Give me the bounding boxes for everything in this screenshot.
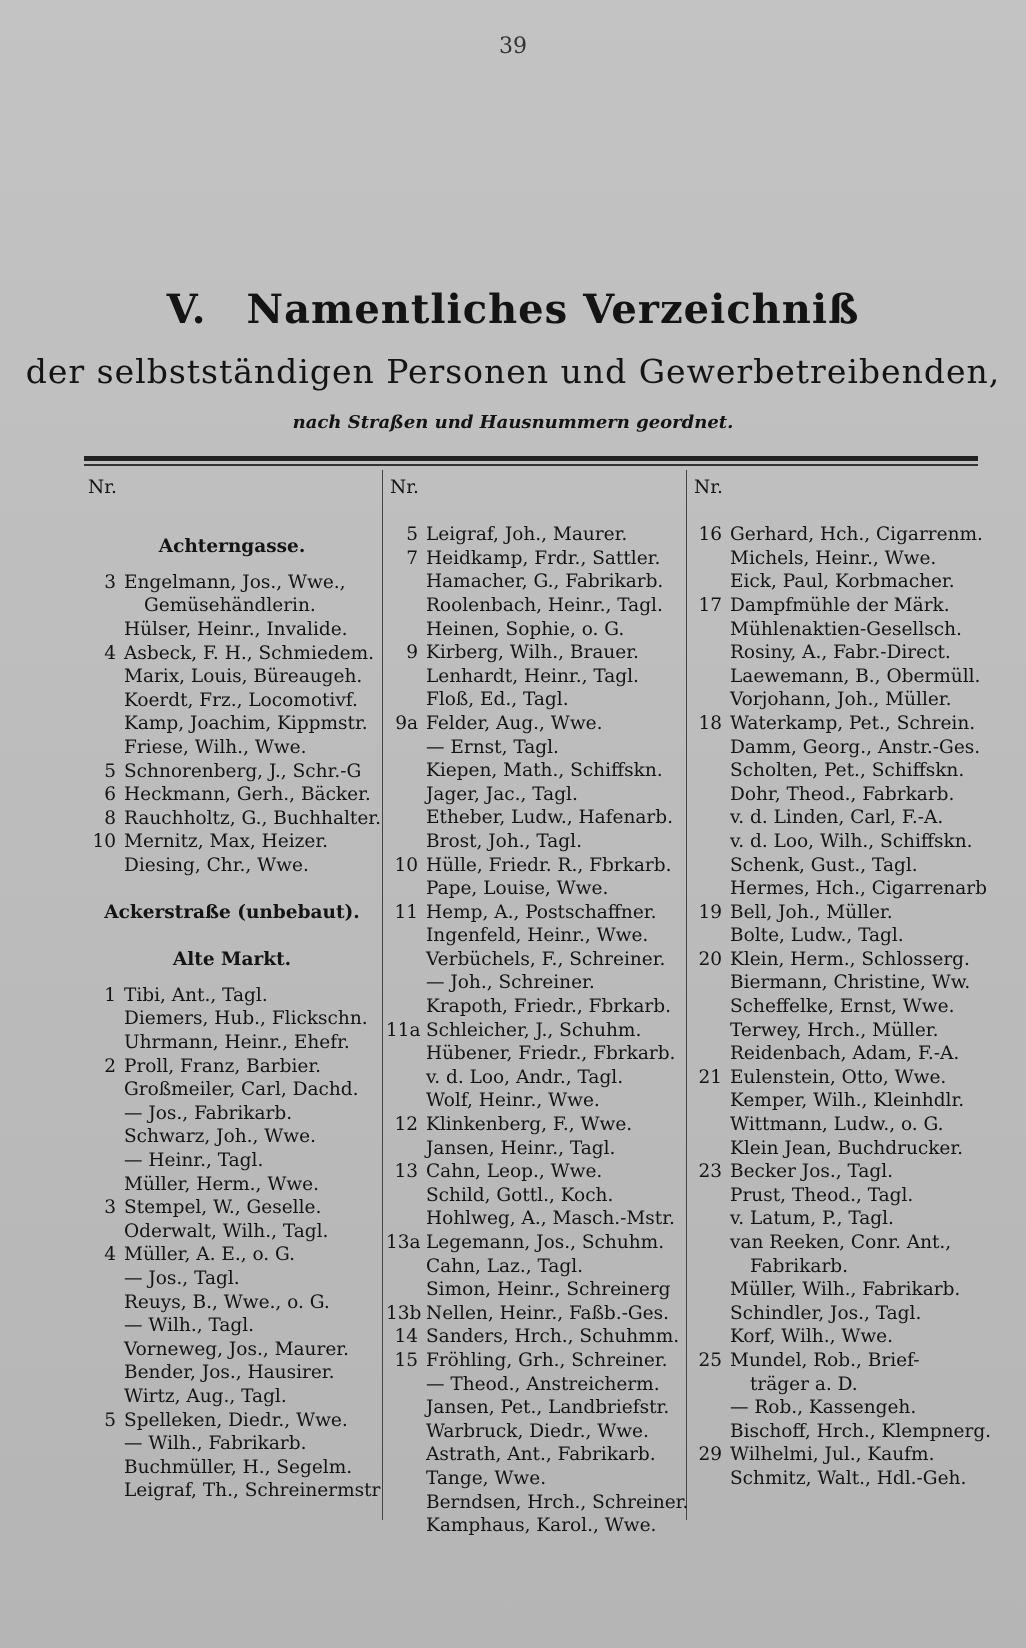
resident-entry: Gemüsehändlerin. (144, 595, 316, 617)
street-heading-achterngasse: Achterngasse. (158, 536, 306, 558)
house-number: 17 (698, 594, 722, 616)
list-item (690, 570, 982, 594)
resident-entry: Korf, Wilh., Wwe. (730, 1326, 894, 1348)
resident-entry: — Heinr., Tagl. (124, 1150, 264, 1172)
house-number: 23 (698, 1161, 722, 1183)
list-item (84, 1196, 380, 1220)
list-item (690, 1302, 982, 1326)
resident-entry: Tibi, Ant., Tagl. (124, 984, 268, 1006)
house-number: 1 (104, 984, 116, 1006)
list-item (386, 736, 684, 760)
list-item (690, 1066, 982, 1090)
resident-entry: Schmitz, Walt., Hdl.-Geh. (730, 1467, 967, 1489)
resident-entry: Müller, Herm., Wwe. (124, 1173, 319, 1195)
resident-entry: Schleicher, J., Schuhm. (426, 1019, 642, 1041)
resident-entry: Buchmüller, H., Segelm. (124, 1456, 353, 1478)
list-item (84, 783, 380, 807)
list-item (386, 547, 684, 571)
resident-entry: Dampfmühle der Märk. (730, 594, 950, 616)
list-item (386, 1255, 684, 1279)
section-title (0, 286, 1026, 333)
col3-entries (690, 523, 992, 1490)
resident-entry: Wittmann, Ludw., o. G. (730, 1114, 944, 1136)
resident-entry: Becker Jos., Tagl. (730, 1161, 894, 1183)
house-number: 12 (394, 1114, 418, 1136)
house-number: 5 (406, 524, 418, 546)
list-item (386, 688, 684, 712)
list-item (690, 1160, 982, 1184)
resident-entry: Schindler, Jos., Tagl. (730, 1302, 922, 1324)
list-item (690, 1396, 982, 1420)
list-item (84, 1479, 380, 1503)
list-item (84, 1173, 380, 1197)
list-item (690, 1019, 982, 1043)
list-item (84, 1055, 380, 1079)
resident-entry: Jansen, Pet., Landbriefstr. (426, 1397, 670, 1419)
list-item (690, 1349, 982, 1373)
resident-entry: Diesing, Chr., Wwe. (124, 854, 309, 876)
column-divider-2 (686, 470, 687, 1520)
col2-entries (386, 523, 689, 1538)
list-item (386, 1467, 684, 1491)
resident-entry: Müller, Wilh., Fabrikarb. (730, 1279, 961, 1301)
list-item (386, 1066, 684, 1090)
list-item (690, 806, 982, 830)
list-item (690, 1373, 982, 1397)
list-item (84, 1385, 380, 1409)
resident-entry: Mühlenaktien-Gesellsch. (730, 618, 962, 640)
list-item (690, 1137, 982, 1161)
list-item (690, 854, 982, 878)
resident-entry: Nellen, Heinr., Faßb.-Ges. (426, 1302, 670, 1324)
list-item (386, 877, 684, 901)
list-item (690, 1231, 982, 1255)
list-item (386, 523, 684, 547)
list-item (690, 948, 982, 972)
house-number: 3 (104, 1197, 116, 1219)
resident-entry: Gerhard, Hch., Cigarrenm. (730, 524, 983, 546)
list-item (690, 995, 982, 1019)
resident-entry: Kirberg, Wilh., Brauer. (426, 642, 639, 664)
resident-entry: Hülser, Heinr., Invalide. (124, 618, 348, 640)
resident-entry: Müller, A. E., o. G. (124, 1244, 296, 1266)
list-item (386, 971, 684, 995)
list-item (690, 1089, 982, 1113)
list-item (84, 1125, 380, 1149)
house-number: 19 (698, 901, 722, 923)
column-divider-1 (382, 470, 383, 1520)
resident-entry: Schwarz, Joh., Wwe. (124, 1126, 316, 1148)
resident-entry: Bischoff, Hrch., Klempnerg. (730, 1420, 992, 1442)
resident-entry: Hemp, A., Postschaffner. (426, 901, 657, 923)
resident-entry: Hülle, Friedr. R., Fbrkarb. (426, 854, 672, 876)
resident-entry: Friese, Wilh., Wwe. (124, 736, 307, 758)
list-item (386, 712, 684, 736)
resident-entry: Proll, Franz, Barbier. (124, 1055, 322, 1077)
list-item (386, 759, 684, 783)
house-number: 13 (394, 1161, 418, 1183)
house-number: 29 (698, 1444, 722, 1466)
resident-entry: träger a. D. (750, 1373, 858, 1395)
list-item (84, 594, 380, 618)
list-item (690, 1325, 982, 1349)
resident-entry: Kiepen, Math., Schiffskn. (426, 760, 663, 782)
list-item (690, 523, 982, 547)
list-item (386, 1231, 684, 1255)
resident-entry: Fabrikarb. (750, 1255, 849, 1277)
list-item (386, 1278, 684, 1302)
resident-entry: Kemper, Wilh., Kleinhdlr. (730, 1090, 965, 1112)
resident-entry: Terwey, Hrch., Müller. (730, 1019, 939, 1041)
list-item (84, 830, 380, 854)
list-item (386, 854, 684, 878)
list-item (84, 1149, 380, 1173)
resident-entry: — Ernst, Tagl. (426, 736, 559, 758)
resident-entry: Eulenstein, Otto, Wwe. (730, 1066, 947, 1088)
list-item (84, 712, 380, 736)
list-item (84, 1432, 380, 1456)
resident-entry: Klein Jean, Buchdrucker. (730, 1137, 964, 1159)
resident-entry: Leigraf, Th., Schreinermstr (124, 1480, 381, 1502)
resident-entry: Rauchholtz, G., Buchhalter. (124, 807, 381, 829)
list-item (386, 1089, 684, 1113)
list-item (386, 1514, 684, 1538)
resident-entry: Floß, Ed., Tagl. (426, 689, 569, 711)
resident-entry: Mernitz, Max, Heizer. (124, 831, 329, 853)
resident-entry: Engelmann, Jos., Wwe., (124, 571, 346, 593)
resident-entry: Krapoth, Friedr., Fbrkarb. (426, 996, 671, 1018)
resident-entry: Waterkamp, Pet., Schrein. (730, 712, 976, 734)
list-item (386, 1491, 689, 1515)
resident-entry: — Theod., Anstreicherm. (426, 1373, 660, 1395)
resident-entry: Heinen, Sophie, o. G. (426, 618, 625, 640)
resident-entry: Heidkamp, Frdr., Sattler. (426, 547, 661, 569)
list-item (386, 1207, 684, 1231)
list-item (386, 665, 684, 689)
resident-entry: Kamp, Joachim, Kippmstr. (124, 713, 368, 735)
house-number: 13b (386, 1302, 422, 1324)
resident-entry: Eick, Paul, Korbmacher. (730, 571, 955, 593)
house-number: 11a (386, 1019, 421, 1041)
house-number: 16 (698, 524, 722, 546)
list-item (386, 948, 684, 972)
column-1 (84, 476, 380, 1503)
list-item (690, 1184, 982, 1208)
list-item (84, 736, 380, 760)
resident-entry: Jager, Jac., Tagl. (426, 783, 578, 805)
list-item (690, 1042, 982, 1066)
list-item (84, 1314, 380, 1338)
resident-entry: Wilhelmi, Jul., Kaufm. (730, 1444, 935, 1466)
resident-entry: Großmeiler, Carl, Dachd. (124, 1079, 359, 1101)
column-header: Nr. (88, 477, 117, 498)
page-number: 39 (499, 34, 527, 59)
resident-entry: Klinkenberg, F., Wwe. (426, 1114, 633, 1136)
section-subtitle: der selbstständigen Personen und Gewerbetreibenden, (25, 352, 1001, 391)
list-item (386, 1113, 684, 1137)
section-subtitle-ordering: nach Straßen und Hausnummern geordnet. (292, 412, 734, 433)
resident-entry: Wirtz, Aug., Tagl. (124, 1385, 287, 1407)
list-item (386, 1325, 684, 1349)
list-item (690, 783, 982, 807)
list-item (690, 1420, 992, 1444)
resident-entry: Scheffelke, Ernst, Wwe. (730, 996, 955, 1018)
resident-entry: — Jos., Tagl. (124, 1268, 240, 1289)
resident-entry: Mundel, Rob., Brief- (730, 1349, 920, 1371)
house-number: 10 (394, 854, 418, 876)
resident-entry: Verbüchels, F., Schreiner. (426, 948, 666, 970)
list-item (84, 807, 380, 831)
list-item (84, 1243, 380, 1267)
house-number: 4 (104, 642, 116, 664)
list-item (386, 806, 684, 830)
list-item (84, 571, 380, 595)
list-item (690, 971, 982, 995)
resident-entry: Biermann, Christine, Ww. (730, 972, 971, 994)
house-number: 10 (92, 831, 116, 853)
house-number: 6 (104, 784, 116, 806)
list-item (386, 995, 684, 1019)
resident-entry: Fröhling, Grh., Schreiner. (426, 1349, 668, 1371)
resident-entry: Sanders, Hrch., Schuhmm. (426, 1326, 680, 1348)
resident-entry: Reuys, B., Wwe., o. G. (124, 1291, 330, 1313)
house-number: 7 (406, 547, 418, 569)
house-number: 5 (104, 760, 116, 782)
list-item (386, 1137, 684, 1161)
list-item (690, 547, 982, 571)
list-item (690, 830, 982, 854)
house-number: 25 (698, 1349, 722, 1371)
list-item (690, 594, 982, 618)
list-item (690, 901, 982, 925)
column-2 (386, 476, 689, 1538)
house-number: 21 (698, 1066, 722, 1088)
list-item (386, 830, 684, 854)
header-rule-thin (84, 464, 978, 466)
resident-entry: Laewemann, B., Obermüll. (730, 665, 981, 687)
resident-entry: Felder, Aug., Wwe. (426, 712, 603, 734)
resident-entry: van Reeken, Conr. Ant., (730, 1232, 952, 1253)
resident-entry: Legemann, Jos., Schuhm. (426, 1232, 665, 1253)
list-item (690, 1255, 982, 1279)
resident-entry: Uhrmann, Heinr., Ehefr. (124, 1032, 350, 1054)
list-item (84, 618, 380, 642)
list-item (386, 1042, 684, 1066)
house-number: 5 (104, 1409, 116, 1431)
house-number: 18 (698, 712, 722, 734)
resident-entry: — Jos., Fabrikarb. (124, 1102, 293, 1124)
resident-entry: Hamacher, G., Fabrikarb. (426, 571, 664, 593)
resident-entry: Leigraf, Joh., Maurer. (426, 524, 628, 546)
list-item (84, 984, 380, 1008)
resident-entry: Hübener, Friedr., Fbrkarb. (426, 1043, 676, 1065)
resident-entry: Asbeck, F. H., Schmiedem. (124, 642, 375, 664)
list-item (84, 1409, 380, 1433)
list-item (386, 783, 684, 807)
list-item (84, 1102, 380, 1126)
list-item (690, 618, 982, 642)
list-item (84, 1007, 380, 1031)
list-item (386, 641, 684, 665)
list-item (690, 641, 982, 665)
resident-entry: Berndsen, Hrch., Schreiner. (426, 1491, 689, 1513)
column-3 (690, 476, 992, 1491)
house-number: 14 (394, 1326, 418, 1348)
house-number: 9a (395, 712, 418, 734)
resident-entry: Vorjohann, Joh., Müller. (730, 689, 952, 711)
street-heading-ackerstrasse: Ackerstraße (unbebaut). (104, 902, 360, 924)
resident-entry: Cahn, Laz., Tagl. (426, 1255, 584, 1277)
resident-entry: — Wilh., Tagl. (124, 1315, 255, 1337)
list-item (690, 1443, 982, 1467)
house-number: 2 (104, 1055, 116, 1077)
resident-entry: Koerdt, Frz., Locomotivf. (124, 689, 358, 711)
resident-entry: Schild, Gottl., Koch. (426, 1184, 614, 1206)
list-item (386, 1396, 684, 1420)
list-item (690, 665, 982, 689)
list-item (386, 1373, 684, 1397)
list-item (84, 1338, 380, 1362)
list-item (690, 1467, 982, 1491)
house-number: 8 (104, 807, 116, 829)
house-number: 4 (104, 1244, 116, 1266)
resident-entry: Warbruck, Diedr., Wwe. (426, 1420, 649, 1442)
list-item (690, 924, 982, 948)
resident-entry: Schnorenberg, J., Schr.-G (124, 760, 362, 782)
resident-entry: Jansen, Heinr., Tagl. (426, 1137, 616, 1159)
resident-entry: — Wilh., Fabrikarb. (124, 1433, 307, 1455)
list-item (690, 759, 982, 783)
house-number: 20 (698, 948, 722, 970)
resident-entry: Brost, Joh., Tagl. (426, 830, 582, 852)
list-item (386, 618, 684, 642)
list-item (84, 665, 380, 689)
resident-entry: Dohr, Theod., Fabrkarb. (730, 783, 955, 805)
col1-entries-alte-markt (84, 984, 380, 1503)
resident-entry: Tange, Wwe. (426, 1467, 547, 1489)
list-item (84, 1078, 380, 1102)
list-item (84, 1456, 380, 1480)
list-item (84, 642, 380, 666)
resident-entry: Vorneweg, Jos., Maurer. (124, 1338, 349, 1360)
list-item (386, 1443, 684, 1467)
col1-entries-achterngasse (84, 571, 380, 878)
house-number: 15 (394, 1349, 418, 1371)
resident-entry: Bell, Joh., Müller. (730, 901, 893, 923)
list-item (386, 924, 684, 948)
list-item (690, 712, 982, 736)
column-header: Nr. (390, 477, 419, 498)
resident-entry: Schenk, Gust., Tagl. (730, 854, 918, 876)
list-item (84, 1220, 380, 1244)
resident-entry: Prust, Theod., Tagl. (730, 1184, 914, 1206)
resident-entry: Oderwalt, Wilh., Tagl. (124, 1220, 329, 1242)
resident-entry: Wolf, Heinr., Wwe. (426, 1090, 600, 1112)
list-item (690, 877, 987, 901)
resident-entry: Stempel, W., Geselle. (124, 1197, 322, 1219)
list-item (386, 1420, 684, 1444)
list-item (84, 1291, 380, 1315)
resident-entry: — Rob., Kassengeh. (730, 1397, 917, 1419)
list-item (690, 1278, 982, 1302)
resident-entry: Kamphaus, Karol., Wwe. (426, 1515, 657, 1537)
resident-entry: Rosiny, A., Fabr.-Direct. (730, 642, 951, 664)
resident-entry: Etheber, Ludw., Hafenarb. (426, 807, 673, 829)
column-header: Nr. (694, 477, 723, 498)
resident-entry: Hohlweg, A., Masch.-Mstr. (426, 1208, 675, 1230)
list-item (84, 689, 380, 713)
list-item (690, 1207, 982, 1231)
resident-entry: Scholten, Pet., Schiffskn. (730, 760, 965, 782)
list-item (386, 1184, 684, 1208)
list-item (84, 854, 380, 878)
resident-entry: Bolte, Ludw., Tagl. (730, 925, 904, 947)
resident-entry: Ingenfeld, Heinr., Wwe. (426, 925, 649, 947)
list-item (386, 594, 684, 618)
list-item (690, 736, 982, 760)
resident-entry: Heckmann, Gerh., Bäcker. (124, 784, 371, 806)
house-number: 13a (386, 1232, 421, 1253)
resident-entry: Hermes, Hch., Cigarrenarb (730, 878, 987, 900)
resident-entry: Cahn, Leop., Wwe. (426, 1161, 603, 1183)
resident-entry: Reidenbach, Adam, F.-A. (730, 1043, 960, 1065)
list-item (386, 1349, 684, 1373)
list-item (84, 1361, 380, 1385)
resident-entry: Astrath, Ant., Fabrikarb. (426, 1444, 656, 1466)
resident-entry: Roolenbach, Heinr., Tagl. (426, 594, 663, 616)
list-item (690, 688, 982, 712)
resident-entry: Michels, Heinr., Wwe. (730, 547, 937, 569)
house-number: 11 (394, 901, 418, 923)
house-number: 9 (406, 642, 418, 664)
resident-entry: v. d. Loo, Wilh., Schiffskn. (730, 830, 973, 852)
resident-entry: Simon, Heinr., Schreinerg (426, 1279, 671, 1301)
list-item (386, 1160, 684, 1184)
resident-entry: v. d. Linden, Carl, F.-A. (730, 807, 944, 829)
list-item (386, 901, 684, 925)
list-item (386, 570, 684, 594)
resident-entry: v. Latum, P., Tagl. (730, 1208, 894, 1230)
resident-entry: v. d. Loo, Andr., Tagl. (426, 1066, 624, 1088)
resident-entry: Bender, Jos., Hausirer. (124, 1362, 335, 1384)
resident-entry: Klein, Herm., Schlosserg. (730, 948, 970, 970)
header-rule-thick (84, 456, 978, 461)
section-numeral: V. (166, 286, 207, 333)
list-item (386, 1019, 684, 1043)
resident-entry: Lenhardt, Heinr., Tagl. (426, 665, 639, 687)
section-title-text: Namentliches Verzeichniß (246, 286, 860, 333)
street-heading-alte-markt: Alte Markt. (172, 949, 292, 971)
resident-entry: Marix, Louis, Büreaugeh. (124, 666, 363, 688)
house-number: 3 (104, 571, 116, 593)
resident-entry: Spelleken, Diedr., Wwe. (124, 1409, 348, 1431)
list-item (84, 1267, 380, 1291)
list-item (84, 760, 380, 784)
list-item (84, 1031, 380, 1055)
resident-entry: Diemers, Hub., Flickschn. (124, 1008, 368, 1030)
resident-entry: Pape, Louise, Wwe. (426, 878, 609, 900)
resident-entry: Damm, Georg., Anstr.-Ges. (730, 736, 981, 758)
list-item (386, 1302, 684, 1326)
list-item (690, 1113, 982, 1137)
resident-entry: — Joh., Schreiner. (426, 972, 595, 994)
